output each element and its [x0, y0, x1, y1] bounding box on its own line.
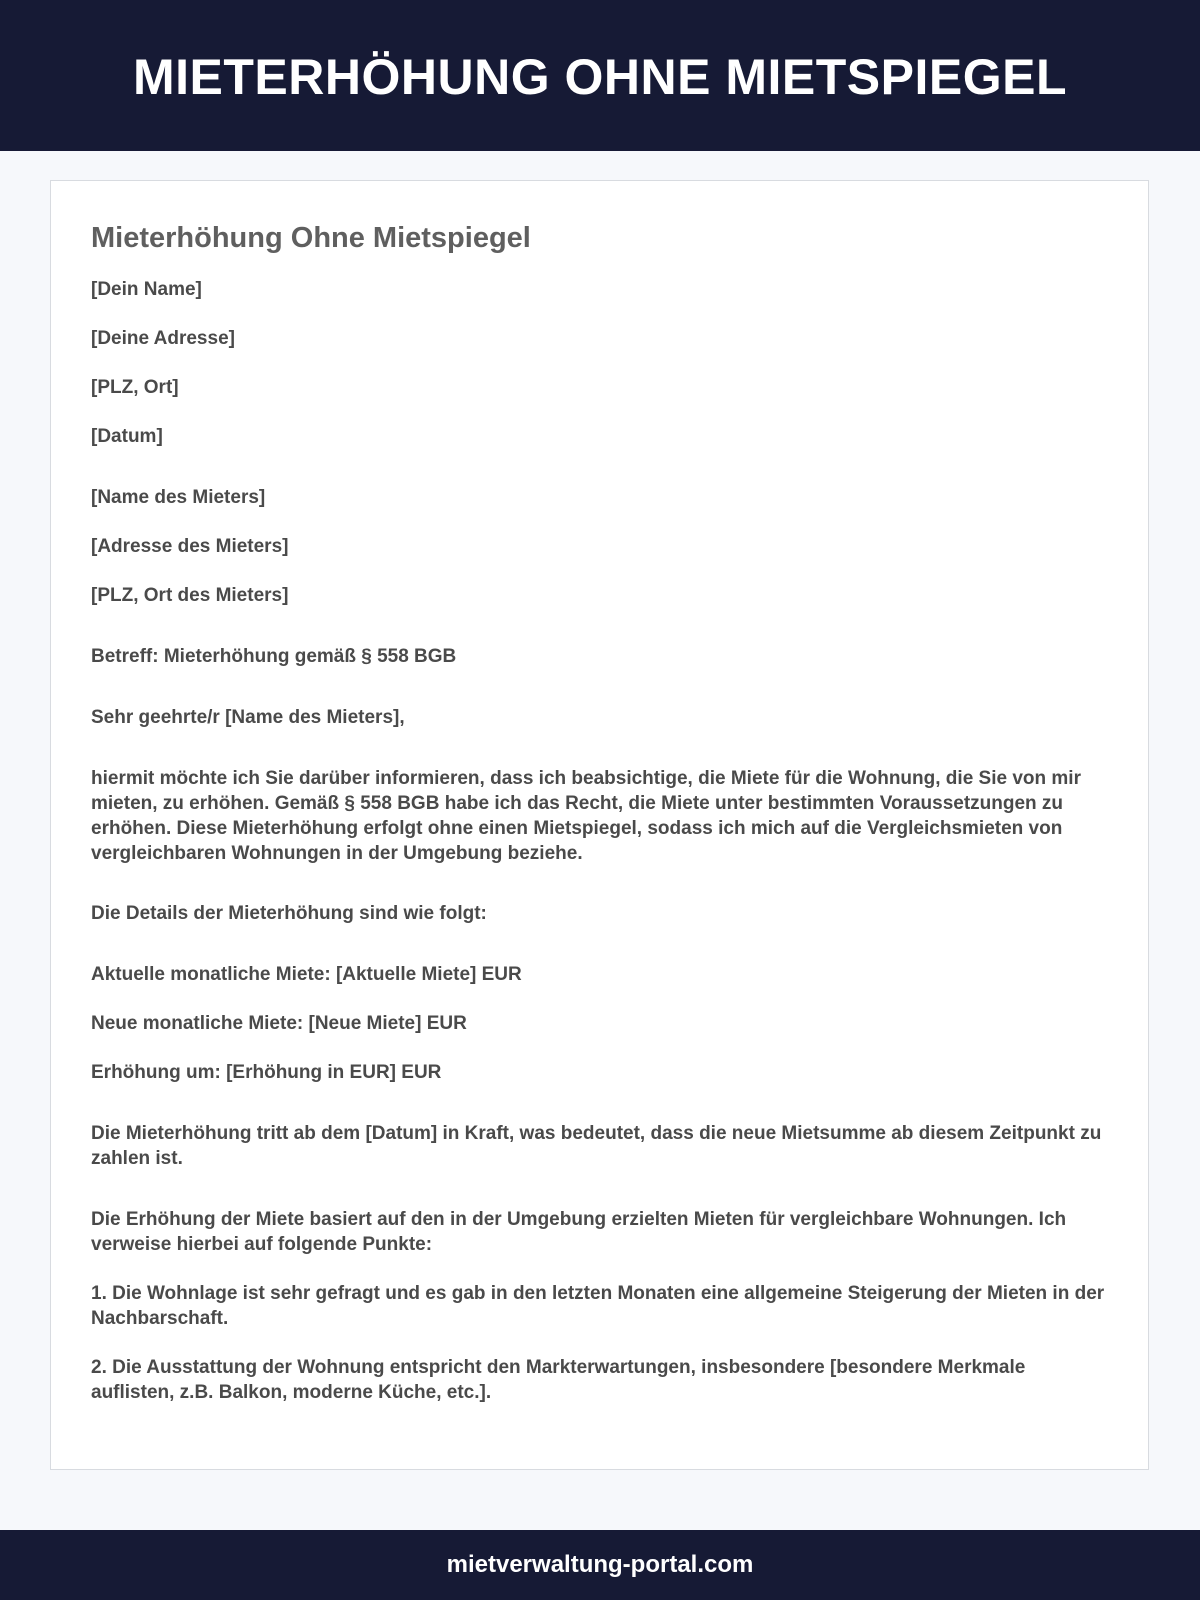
recipient-address: [Adresse des Mieters] [91, 536, 289, 557]
sender-name: [Dein Name] [91, 279, 202, 300]
recipient-city: [PLZ, Ort des Mieters] [91, 585, 289, 606]
banner-title: MIETERHÖHUNG OHNE MIETSPIEGEL [132, 48, 1067, 105]
point-1: 1. Die Wohnlage ist sehr gefragt und es gab in den letzten Monaten eine allgemeine Steigerung der Mieten in der Nachbarschaft. [91, 1283, 1105, 1329]
current-rent: Aktuelle monatliche Miete: [Aktuelle Miete] EUR [91, 964, 522, 985]
intro-paragraph: hiermit möchte ich Sie darüber informieren, dass ich beabsichtige, die Miete für die Wohnung, die Sie von mir mieten, zu erhöhen. Gemäß § 558 BGB habe ich das Recht, die Miete unter bestimmten Voraussetzungen zu erhöhen. Diese Mieterhöhung erfolgt ohne einen Mietspiegel, sodass ich mich auf die Vergleichsmieten von vergleichbaren Wohnungen in der Umgebung beziehe. [91, 768, 1081, 864]
new-rent: Neue monatliche Miete: [Neue Miete] EUR [91, 1013, 467, 1034]
sender-city: [PLZ, Ort] [91, 377, 179, 398]
details-intro: Die Details der Mieterhöhung sind wie folgt: [91, 903, 487, 924]
top-banner [0, 0, 1200, 151]
point-2: 2. Die Ausstattung der Wohnung entspricht den Markterwartungen, insbesondere [besondere Merkmale auflisten, z.B. Balkon, moderne Küche, etc.]. [91, 1357, 1026, 1403]
effective-paragraph: Die Mieterhöhung tritt ab dem [Datum] in Kraft, was bedeutet, dass die neue Mietsumme ab diesem Zeitpunkt zu zahlen ist. [91, 1123, 1102, 1169]
sender-address: [Deine Adresse] [91, 328, 235, 349]
basis-paragraph: Die Erhöhung der Miete basiert auf den in der Umgebung erzielten Mieten für vergleichbare Wohnungen. Ich verweise hierbei auf folgende Punkte: [91, 1209, 1067, 1255]
letter-date: [Datum] [91, 426, 163, 447]
footer-bar [0, 1530, 1200, 1600]
rent-increase: Erhöhung um: [Erhöhung in EUR] EUR [91, 1062, 442, 1083]
letter-subject: Betreff: Mieterhöhung gemäß § 558 BGB [91, 646, 457, 667]
letter-title: Mieterhöhung Ohne Mietspiegel [91, 222, 531, 254]
footer-website: mietverwaltung-portal.com [446, 1551, 754, 1578]
recipient-name: [Name des Mieters] [91, 487, 266, 508]
letter-card [50, 180, 1149, 1470]
letter-salutation: Sehr geehrte/r [Name des Mieters], [91, 707, 405, 728]
